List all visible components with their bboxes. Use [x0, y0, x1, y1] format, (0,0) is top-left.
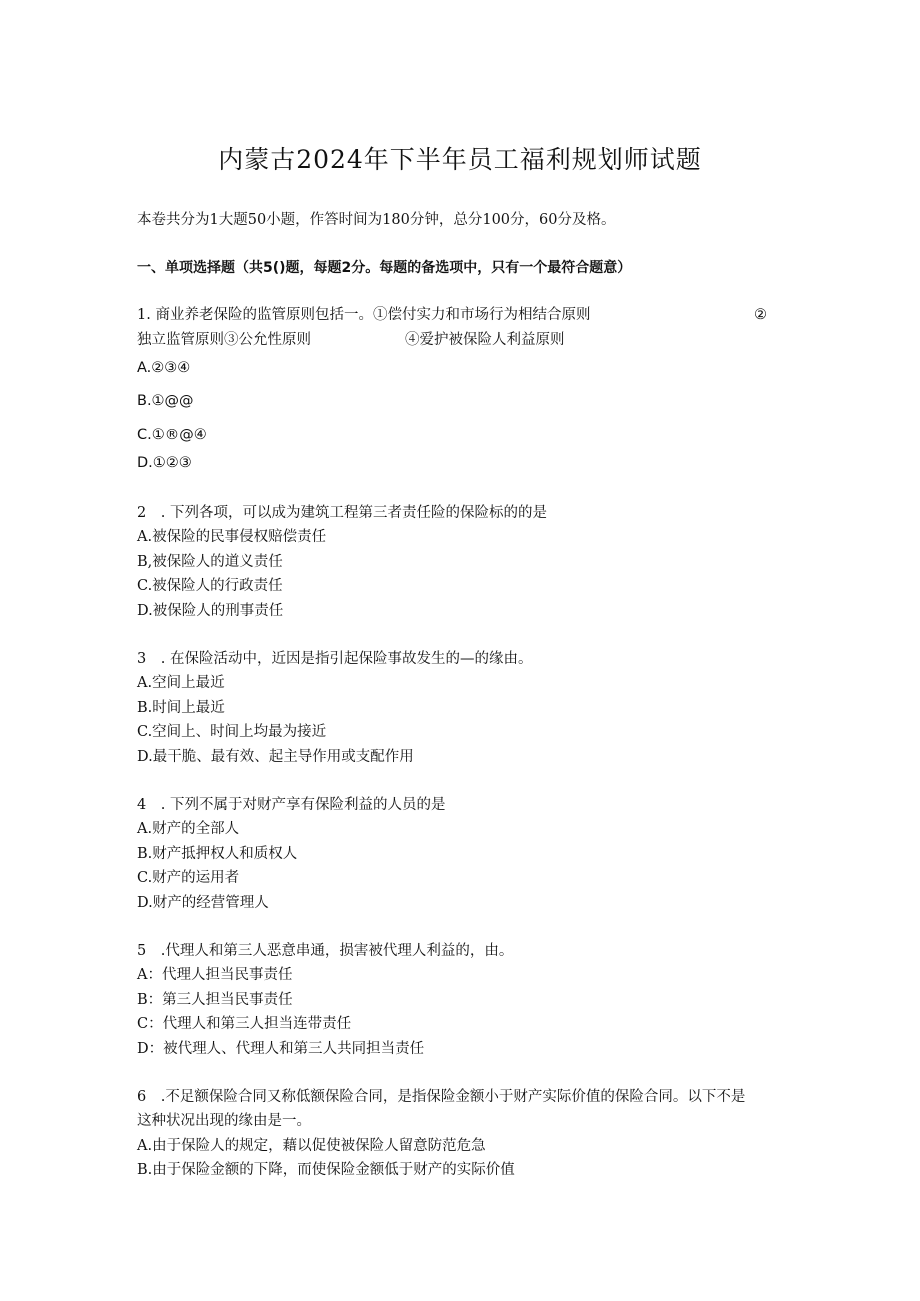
q5-option-a: A：代理人担当民事责任	[137, 967, 293, 983]
q2-stem: 2 . 下列各项，可以成为建筑工程第三者责任险的保险标的的是	[137, 505, 547, 521]
q5-option-c: C：代理人和第三人担当连带责任	[137, 1016, 352, 1032]
q6-option-a: A.由于保险人的规定，藉以促使被保险人留意防范危急	[137, 1138, 486, 1154]
q1-option-c: C.①®@④	[137, 427, 207, 443]
q2-option-a: A.被保险的民事侵权赔偿责任	[137, 529, 327, 545]
q2-option-b: B,被保险人的道义责任	[137, 554, 283, 570]
q4-option-c: C.财产的运用者	[137, 870, 240, 886]
page-title: 内蒙古2024年下半年员工福利规划师试题	[218, 145, 702, 174]
q4-option-a: A.财产的全部人	[137, 821, 240, 837]
q4-option-d: D.财产的经营管理人	[137, 895, 269, 911]
q4-stem: 4 . 下列不属于对财产享有保险利益的人员的是	[137, 797, 446, 813]
q3-option-d: D.最干脆、最有效、起主导作用或支配作用	[137, 749, 414, 765]
q1-stem-line2b: ④爱护被保险人利益原则	[405, 332, 565, 348]
q1-option-d: D.①②③	[137, 455, 192, 471]
q1-stem-line2a: 独立监管原则③公允性原则	[137, 332, 311, 348]
q1-option-a: A.②③④	[137, 360, 191, 376]
section-heading: 一、单项选择题（共5()题，每题2分。每题的备选项中，只有一个最符合题意）	[137, 260, 632, 276]
q2-option-d: D.被保险人的刑事责任	[137, 603, 284, 619]
q1-stem-line1-right: ②	[754, 307, 767, 323]
q6-stem-line2: 这种状况出现的缘由是一。	[137, 1113, 311, 1129]
q5-stem: 5 .代理人和第三人恶意串通，损害被代理人利益的，由。	[137, 943, 514, 959]
q3-stem: 3 . 在保险活动中，近因是指引起保险事故发生的—的缘由。	[137, 651, 533, 667]
q2-option-c: C.被保险人的行政责任	[137, 578, 283, 594]
q3-option-c: C.空间上、时间上均最为接近	[137, 724, 327, 740]
q1-option-b: B.①@@	[137, 393, 194, 409]
q3-option-a: A.空间上最近	[137, 675, 225, 691]
q5-option-b: B：第三人担当民事责任	[137, 992, 293, 1008]
exam-intro: 本卷共分为1大题50小题，作答时间为180分钟，总分100分，60分及格。	[137, 212, 616, 228]
q4-option-b: B.财产抵押权人和质权人	[137, 846, 298, 862]
q3-option-b: B.时间上最近	[137, 700, 225, 716]
q5-option-d: D：被代理人、代理人和第三人共同担当责任	[137, 1041, 425, 1057]
q1-stem-line1: 1. 商业养老保险的监管原则包括一。①偿付实力和市场行为相结合原则	[137, 307, 591, 323]
q6-stem-line1: 6 .不足额保险合同又称低额保险合同，是指保险金额小于财产实际价值的保险合同。以下不是	[137, 1089, 746, 1105]
q6-option-b: B.由于保险金额的下降，而使保险金额低于财产的实际价值	[137, 1162, 515, 1178]
